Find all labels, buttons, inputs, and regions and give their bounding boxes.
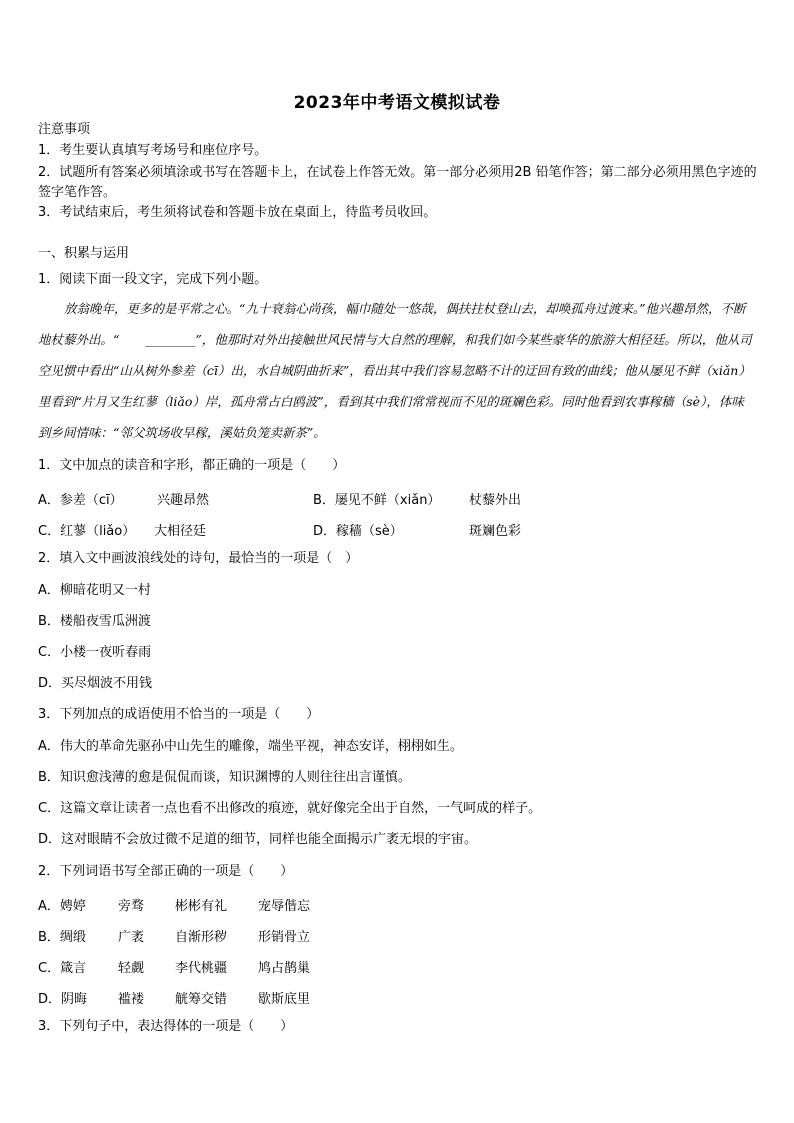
question-1-intro: 1．阅读下面一段文字，完成下列小题。 [38, 272, 268, 287]
notice-heading: 注意事项 [38, 122, 91, 137]
q2-row-c-word-4: 鸠占鹊巢 [258, 961, 311, 976]
q2-row-d-word-1: D．阴晦 [38, 992, 88, 1007]
passage-part-1: 放翁晚年，更多的是平常之心。“九十衰翁心尚孩，幅巾随处一悠哉，偶扶拄杖登山去，却唤孤舟过渡来。”他兴趣昂然，不断地杖藜外出。“ [38, 301, 746, 347]
notice-item-3: 3．考试结束后，考生须将试卷和答题卡放在桌面上，待监考员收回。 [38, 205, 437, 220]
notice-item-2: 2．试题所有答案必须填涂或书写在答题卡上，在试卷上作答无效。第一部分必须用2B 铅笔作答；第二部分必须用黑色字迹的签字笔作答。 [38, 165, 757, 200]
q1-2-option-a: A．柳暗花明又一村 [38, 583, 151, 598]
q1-1-option-b-pinyin: B．屡见不鲜（xiǎn） [313, 493, 441, 508]
question-1-2-stem: 2．填入文中画波浪线处的诗句，最恰当的一项是（ ） [38, 551, 359, 566]
q2-row-c-word-3: 李代桃疆 [175, 961, 228, 976]
q2-row-d-word-2: 褴褛 [118, 992, 145, 1007]
reading-passage [38, 293, 756, 448]
page-title: 2023年中考语文模拟试卷 [293, 93, 501, 113]
q1-1-option-a-word: 兴趣昂然 [157, 493, 210, 508]
q2-row-a-word-2: 旁骛 [118, 899, 145, 914]
q1-2-option-d: D．买尽烟波不用钱 [38, 676, 153, 691]
q1-1-option-c-word: 大相径廷 [154, 524, 207, 539]
question-2-stem: 2．下列词语书写全部正确的一项是（ ） [38, 864, 294, 879]
q1-1-option-b-word: 杖藜外出 [469, 493, 522, 508]
q2-row-d-word-3: 觥筹交错 [175, 992, 228, 1007]
notice-item-1: 1．考生要认真填写考场号和座位序号。 [38, 143, 268, 158]
q2-row-c-word-2: 轻觑 [118, 961, 145, 976]
q1-3-option-a: A．伟大的革命先驱孙中山先生的雕像，端坐平视，神态安详，栩栩如生。 [38, 739, 463, 754]
question-1-1-stem: 1．文中加点的读音和字形，都正确的一项是（ ） [38, 458, 346, 473]
q2-row-d-word-4: 歇斯底里 [258, 992, 311, 1007]
q1-2-option-b: B．楼船夜雪瓜洲渡 [38, 614, 151, 629]
q2-row-a-word-4: 宠辱偕忘 [258, 899, 311, 914]
passage-part-2: ”，他那时对外出接触世风民情与大自然的理解，和我们如今某些豪华的旅游大相径廷。所以，他从司空见惯中看出“山从树外参差（cī）出，水自城阴曲折来”，看出其中我们容易忽略不计的迂回有致的曲线；他从屡见不鲜（xiǎn）里看到“片月又生红蓼（liǎo）岸，孤舟常占白鸥波”，看到其中我们常常视而不见的斑斓色彩。同时他看到农事稼穑（sè），体味到乡间情味：“邻父筑场收早稼，溪姑负笼卖新茶”。 [38, 332, 752, 440]
q1-1-option-c-pinyin: C．红蓼（liǎo） [38, 524, 136, 539]
question-1-3-stem: 3．下列加点的成语使用不恰当的一项是（ ） [38, 707, 320, 722]
q2-row-b-word-1: B．绸缎 [38, 930, 86, 945]
q1-3-option-c: C．这篇文章让读者一点也看不出修改的痕迹，就好像完全出于自然，一气呵成的样子。 [38, 801, 542, 816]
q1-2-option-c: C．小楼一夜听春雨 [38, 645, 152, 660]
q1-3-option-d: D．这对眼睛不会放过微不足道的细节，同样也能全面揭示广袤无垠的宇宙。 [38, 832, 478, 847]
question-3-stem: 3．下列句子中，表达得体的一项是（ ） [38, 1019, 294, 1034]
q1-1-option-d-word: 斑斓色彩 [469, 524, 522, 539]
q1-3-option-b: B．知识愈浅薄的愈是侃侃而谈，知识渊博的人则往往出言谨慎。 [38, 770, 411, 785]
answer-blank: ________ [145, 332, 196, 347]
section-heading: 一、积累与运用 [38, 246, 130, 261]
q2-row-c-word-1: C．箴言 [38, 961, 87, 976]
q2-row-a-word-1: A．娉婷 [38, 899, 86, 914]
q2-row-b-word-3: 自渐形秽 [175, 930, 228, 945]
q2-row-a-word-3: 彬彬有礼 [175, 899, 228, 914]
q2-row-b-word-4: 形销骨立 [258, 930, 311, 945]
q1-1-option-a-pinyin: A．参差（cī） [38, 493, 123, 508]
q1-1-option-d-pinyin: D．稼穑（sè） [313, 524, 403, 539]
q2-row-b-word-2: 广袤 [118, 930, 145, 945]
